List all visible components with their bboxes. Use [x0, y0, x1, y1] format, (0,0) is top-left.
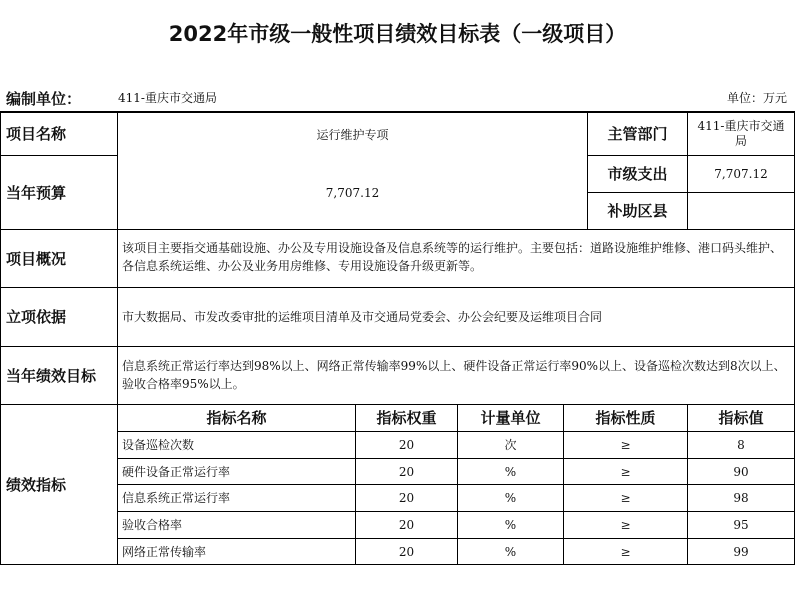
- table-cell-value: 99: [733, 544, 749, 559]
- project-name-label: 项目名称: [6, 125, 67, 143]
- table-cell-nature: ≥: [620, 464, 631, 479]
- basis-label: 立项依据: [6, 308, 67, 326]
- goal-label: 当年绩效目标: [6, 366, 97, 385]
- district-subsidy-value: [688, 193, 794, 229]
- table-cell-weight: 20: [398, 491, 415, 505]
- dept-value: 411-重庆市交通局: [697, 119, 785, 148]
- table-cell-unit: %: [504, 491, 517, 505]
- table-cell-name: 硬件设备正常运行率: [122, 464, 231, 479]
- city-expense-value: 7,707.12: [714, 167, 768, 181]
- table-cell-value: 8: [737, 438, 745, 452]
- header-weight: 指标权重: [376, 409, 437, 427]
- budget-value: 7,707.12: [325, 185, 380, 200]
- basis-text: 市大数据局、市发改委审批的运维项目清单及市交通局党委会、办公会纪要及运维项目合同: [122, 310, 603, 324]
- city-expense-label: 市级支出: [607, 165, 668, 183]
- table-cell-weight: 20: [398, 438, 415, 452]
- table-cell-nature: ≥: [620, 491, 631, 505]
- overview-label: 项目概况: [6, 249, 67, 268]
- table-cell-unit: %: [504, 544, 517, 559]
- header-value: 指标值: [718, 409, 764, 427]
- table-cell-unit: 次: [504, 438, 517, 452]
- budget-label: 当年预算: [6, 183, 67, 202]
- table-cell-nature: ≥: [620, 544, 631, 559]
- table-cell-weight: 20: [398, 518, 415, 532]
- table-cell-value: 90: [733, 464, 749, 479]
- page-title: 2022年市级一般性项目绩效目标表（一级项目）: [168, 22, 627, 46]
- header-unit: 计量单位: [480, 409, 541, 427]
- currency-unit: 单位：万元: [726, 91, 787, 105]
- project-name-value: 运行维护专项: [316, 128, 389, 142]
- goal-text: 信息系统正常运行率达到98%以上、网络正常传输率99%以上、硬件设备正常运行率90%以上、设备巡检次数达到8次以上、验收合格率95%以上。: [122, 359, 786, 391]
- unit-label: 编制单位：: [6, 90, 82, 108]
- district-subsidy-label: 补助区县: [607, 202, 668, 220]
- table-cell-name: 验收合格率: [122, 518, 183, 532]
- unit-value: 411-重庆市交通局: [118, 91, 217, 105]
- table-cell-value: 95: [733, 518, 749, 532]
- table-cell-unit: %: [504, 518, 517, 532]
- dept-label: 主管部门: [607, 125, 668, 143]
- indicators-label: 绩效指标: [6, 475, 67, 494]
- table-cell-nature: ≥: [620, 518, 631, 532]
- table-bottom-border: [0, 564, 795, 565]
- table-cell-nature: ≥: [620, 438, 631, 452]
- header-nature: 指标性质: [595, 409, 656, 427]
- table-cell-name: 信息系统正常运行率: [122, 491, 231, 505]
- table-cell-name: 设备巡检次数: [122, 438, 195, 452]
- table-cell-weight: 20: [398, 544, 415, 559]
- table-cell-weight: 20: [398, 464, 415, 479]
- table-cell-unit: %: [504, 464, 517, 479]
- table-cell-value: 98: [733, 491, 749, 505]
- table-cell-name: 网络正常传输率: [122, 544, 207, 559]
- header-indicator-name: 指标名称: [206, 409, 267, 427]
- overview-text: 该项目主要指交通基础设施、办公及专用设施设备及信息系统等的运行维护。主要包括：道路设施维护维修、港口码头维护、各信息系统运维、办公及业务用房维修、专用设施设备升级更新等。: [122, 241, 783, 273]
